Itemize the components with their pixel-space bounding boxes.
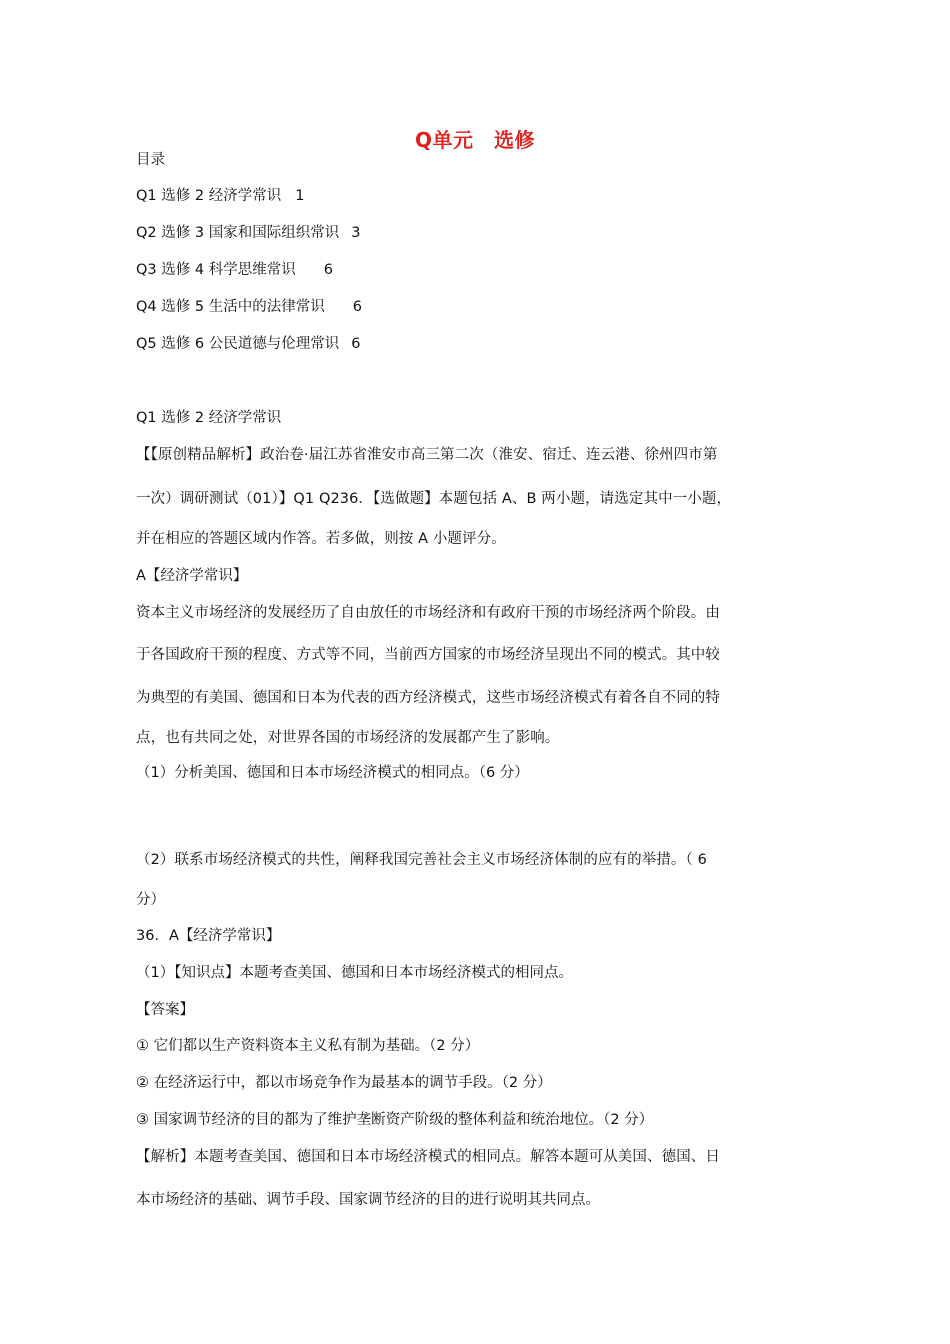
answer-point: ① 它们都以生产资料资本主义私有制为基础。（2 分） bbox=[136, 1038, 480, 1054]
material-line: 于各国政府干预的程度、方式等不同，当前西方国家的市场经济呈现出不同的模式。其中较 bbox=[136, 647, 720, 663]
answer-heading: 36．A【经济学常识】 bbox=[136, 928, 281, 944]
toc-item[interactable] bbox=[136, 186, 304, 206]
toc-heading: 目录 bbox=[136, 152, 165, 168]
toc-item[interactable] bbox=[136, 223, 360, 243]
analysis-line: 【解析】本题考查美国、德国和日本市场经济模式的相同点。解答本题可从美国、德国、日 bbox=[136, 1149, 720, 1165]
question-2-line: （2）联系市场经济模式的共性，阐释我国完善社会主义市场经济体制的应有的举措。（ 6 bbox=[136, 852, 707, 868]
toc-item-page: 6 bbox=[323, 262, 333, 278]
answer-label: 【答案】 bbox=[136, 1002, 194, 1018]
material-line: 点，也有共同之处，对世界各国的市场经济的发展都产生了影响。 bbox=[136, 730, 560, 746]
toc-item-label: Q2 选修 3 国家和国际组织常识 bbox=[136, 225, 340, 241]
toc-item-page: 1 bbox=[295, 188, 305, 204]
source-line: 并在相应的答题区域内作答。若多做，则按 A 小题评分。 bbox=[136, 531, 506, 547]
toc-item-label: Q1 选修 2 经济学常识 bbox=[136, 188, 282, 204]
source-line: 一次）调研测试（01）】Q1 Q236．【选做题】本题包括 A、B 两小题，请选定其中一小题， bbox=[136, 491, 732, 507]
analysis-line: 本市场经济的基础、调节手段、国家调节经济的目的进行说明其共同点。 bbox=[136, 1192, 600, 1208]
toc-item-page: 3 bbox=[351, 225, 361, 241]
document-title: Q单元 选修 bbox=[414, 128, 535, 152]
subsection-heading: A【经济学常识】 bbox=[136, 568, 248, 584]
toc-item-label: Q4 选修 5 生活中的法律常识 bbox=[136, 299, 325, 315]
toc-item-page: 6 bbox=[352, 299, 362, 315]
toc-item[interactable] bbox=[136, 297, 362, 317]
answer-point: ② 在经济运行中，都以市场竞争作为最基本的调节手段。（2 分） bbox=[136, 1075, 552, 1091]
toc-item-page: 6 bbox=[351, 336, 361, 352]
section-heading: Q1 选修 2 经济学常识 bbox=[136, 410, 282, 426]
question-2-line: 分） bbox=[136, 892, 165, 908]
answer-point: ③ 国家调节经济的目的都为了维护垄断资产阶级的整体利益和统治地位。（2 分） bbox=[136, 1112, 654, 1128]
toc-item-label: Q3 选修 4 科学思维常识 bbox=[136, 262, 296, 278]
question-1: （1）分析美国、德国和日本市场经济模式的相同点。（6 分） bbox=[136, 765, 529, 781]
answer-knowledge-point: （1）【知识点】本题考查美国、德国和日本市场经济模式的相同点。 bbox=[136, 965, 573, 981]
source-line: 【【原创精品解析】政治卷·届江苏省淮安市高三第二次（淮安、宿迁、连云港、徐州四市第 bbox=[136, 447, 718, 463]
toc-item[interactable] bbox=[136, 334, 360, 354]
material-line: 资本主义市场经济的发展经历了自由放任的市场经济和有政府干预的市场经济两个阶段。由 bbox=[136, 605, 720, 621]
toc-item[interactable] bbox=[136, 260, 333, 280]
material-line: 为典型的有美国、德国和日本为代表的西方经济模式，这些市场经济模式有着各自不同的特 bbox=[136, 690, 720, 706]
toc-item-label: Q5 选修 6 公民道德与伦理常识 bbox=[136, 336, 340, 352]
